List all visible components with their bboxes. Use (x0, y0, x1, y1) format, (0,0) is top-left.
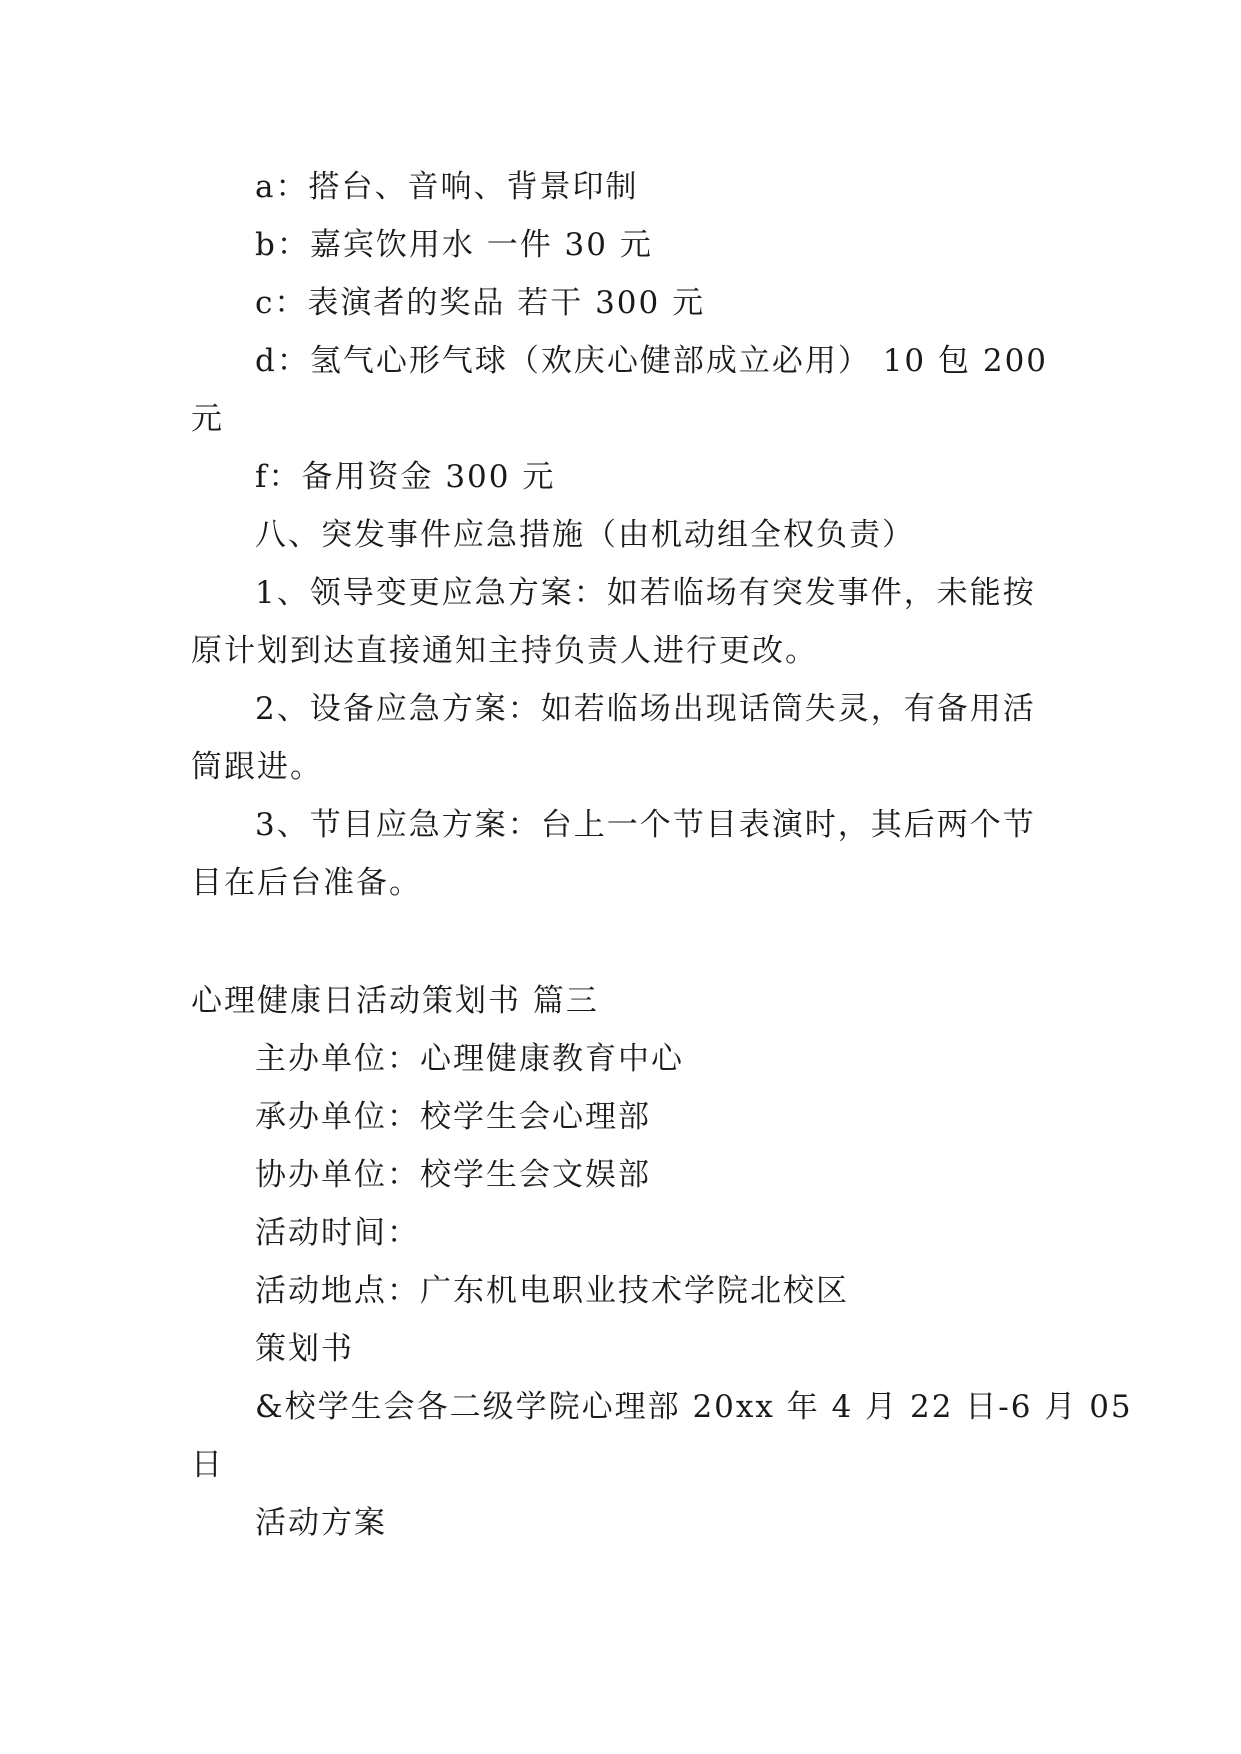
plan-label: 策划书 (255, 1331, 354, 1367)
document-body (191, 158, 1133, 1552)
section-spacer (191, 912, 1051, 972)
budget-item-c: c：表演者的奖品 若干 300 元 (255, 285, 706, 321)
budget-item-a: a：搭台、音响、背景印制 (255, 169, 639, 205)
plan-line-continuation: 日 (191, 1447, 224, 1483)
budget-item-f: f：备用资金 300 元 (255, 459, 556, 495)
plan-line: &校学生会各二级学院心理部 20xx 年 4 月 22 日-6 月 05 (255, 1389, 1133, 1425)
emergency-item-3: 3、节目应急方案：台上一个节目表演时，其后两个节 (255, 807, 1036, 843)
undertaker-line: 承办单位：校学生会心理部 (255, 1099, 651, 1135)
section-heading: 心理健康日活动策划书 篇三 (191, 983, 599, 1019)
location-line: 活动地点：广东机电职业技术学院北校区 (255, 1273, 849, 1309)
emergency-item-2: 2、设备应急方案：如若临场出现话筒失灵，有备用活 (255, 691, 1036, 727)
emergency-title: 八、突发事件应急措施（由机动组全权负责） (255, 517, 915, 553)
budget-item-d-continuation: 元 (191, 401, 224, 437)
organizer-line: 主办单位：心理健康教育中心 (255, 1041, 684, 1077)
co-organizer-line: 协办单位：校学生会文娱部 (255, 1157, 651, 1193)
time-line: 活动时间： (255, 1215, 420, 1251)
budget-item-b: b：嘉宾饮用水 一件 30 元 (255, 227, 653, 263)
emergency-item-1-continuation: 原计划到达直接通知主持负责人进行更改。 (191, 633, 818, 669)
emergency-item-3-continuation: 目在后台准备。 (191, 865, 422, 901)
emergency-item-2-continuation: 筒跟进。 (191, 749, 323, 785)
emergency-item-1: 1、领导变更应急方案：如若临场有突发事件，未能按 (255, 575, 1036, 611)
budget-item-d: d：氢气心形气球（欢庆心健部成立必用） 10 包 200 (255, 343, 1049, 379)
scheme-line: 活动方案 (255, 1505, 387, 1541)
